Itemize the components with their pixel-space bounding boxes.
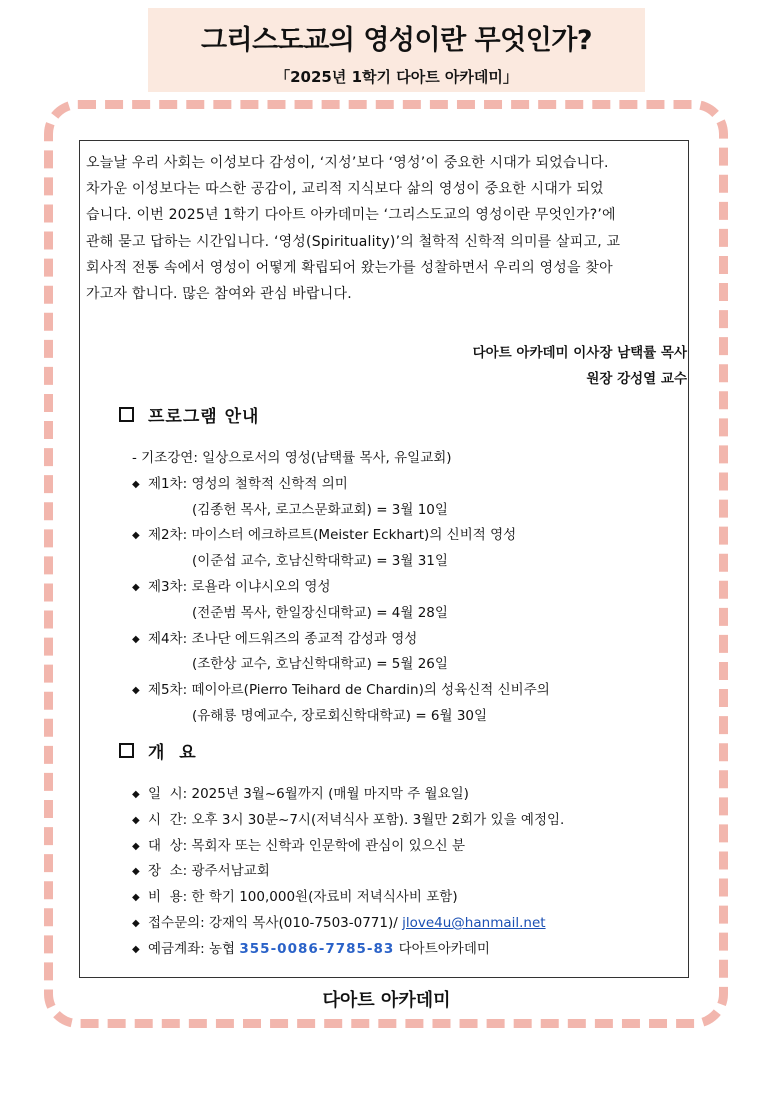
program-heading [119, 402, 259, 427]
document-title: 그리스도교의 영성이란 무엇인가? [200, 25, 593, 56]
contact-item [132, 911, 682, 937]
intro-line: 가고자 합니다. 많은 참여와 관심 바랍니다. [86, 286, 352, 303]
overview-item [132, 834, 682, 860]
session-title: 제2차: 마이스터 에크하르트(Meister Eckhart)의 신비적 영성 [148, 527, 517, 544]
diamond-bullet-icon: ◆ [132, 581, 140, 593]
program-list [132, 446, 672, 730]
diamond-bullet-icon: ◆ [132, 478, 140, 490]
overview-item-text: 대 상: 목회자 또는 신학과 인문학에 관심이 있으신 분 [148, 837, 466, 854]
session-item [132, 678, 672, 704]
diamond-bullet-icon: ◆ [132, 943, 140, 955]
session-detail: (전준범 목사, 한일장신대학교) = 4월 28일 [192, 604, 448, 621]
signature-director: 원장 강성열 교수 [586, 371, 687, 387]
diamond-bullet-icon: ◆ [132, 814, 140, 826]
session-detail: (조한상 교수, 호남신학대학교) = 5월 26일 [192, 656, 448, 673]
diamond-bullet-icon: ◆ [132, 917, 140, 929]
overview-item [132, 885, 682, 911]
account-number: 355-0086-7785-83 [239, 940, 395, 957]
intro-line: 차가운 이성보다는 따스한 공감이, 교리적 지식보다 삶의 영성이 중요한 시대가 되었 [86, 181, 604, 198]
overview-item [132, 782, 682, 808]
diamond-bullet-icon: ◆ [132, 633, 140, 645]
keynote-item: - 기조강연: 일상으로서의 영성(남택률 목사, 유일교회) [132, 450, 452, 466]
session-item [132, 523, 672, 549]
overview-item-text: 비 용: 한 학기 100,000원(자료비 저녁식사비 포함) [148, 889, 458, 906]
session-detail: (유해룡 명예교수, 장로회신학대학교) = 6월 30일 [192, 707, 488, 724]
signature-chairman: 다아트 아카데미 이사장 남택률 목사 [472, 345, 687, 361]
diamond-bullet-icon: ◆ [132, 866, 140, 878]
checkbox-square-icon [119, 743, 134, 758]
program-heading-label: 프로그램 안내 [148, 407, 260, 427]
diamond-bullet-icon: ◆ [132, 789, 140, 800]
session-item [132, 472, 672, 498]
session-title: 제4차: 조나단 에드워즈의 종교적 감성과 영성 [148, 630, 418, 647]
session-item [132, 627, 672, 653]
diamond-bullet-icon: ◆ [132, 892, 140, 904]
title-banner [148, 8, 645, 92]
overview-item [132, 859, 682, 885]
overview-heading [119, 738, 197, 763]
overview-item [132, 808, 682, 834]
intro-line: 오늘날 우리 사회는 이성보다 감성이, ‘지성’보다 ‘영성’이 중요한 시대가 되었습니다. [86, 155, 609, 171]
session-title: 제3차: 로욜라 이냐시오의 영성 [148, 578, 331, 595]
diamond-bullet-icon: ◆ [132, 840, 140, 852]
diamond-bullet-icon: ◆ [132, 685, 140, 697]
session-detail: (이준섭 교수, 호남신학대학교) = 3월 31일 [192, 553, 448, 570]
intro-line: 습니다. 이번 2025년 1학기 다아트 아카데미는 ‘그리스도교의 영성이란 무엇인가?’에 [86, 207, 616, 224]
account-label: 예금계좌: 농협 [148, 940, 240, 957]
overview-list [132, 782, 682, 963]
overview-item-text: 시 간: 오후 3시 30분~7시(저녁식사 포함). 3월만 2회가 있을 예정임. [148, 811, 565, 828]
checkbox-square-icon [119, 407, 134, 422]
session-title: 제1차: 영성의 철학적 신학적 의미 [148, 475, 348, 492]
session-title: 제5차: 떼이아르(Pierro Teihard de Chardin)의 성육신적 신비주의 [148, 682, 550, 699]
document-subtitle: 「2025년 1학기 다아트 아카데미」 [275, 68, 518, 86]
intro-line: 관해 묻고 답하는 시간입니다. ‘영성(Spirituality)’의 철학적 신학적 의미를 살피고, 교 [86, 233, 621, 250]
overview-heading-label: 개 요 [148, 743, 197, 763]
footer-organization: 다아트 아카데미 [322, 990, 451, 1011]
account-item [132, 937, 682, 963]
overview-item-text: 일 시: 2025년 3월~6월까지 (매월 마지막 주 월요일) [148, 786, 469, 802]
intro-paragraph [86, 150, 684, 307]
contact-label: 접수문의: 강재익 목사(010-7503-0771)/ [148, 914, 403, 931]
diamond-bullet-icon: ◆ [132, 530, 140, 542]
session-detail: (김종헌 목사, 로고스문화교회) = 3월 10일 [192, 501, 448, 518]
intro-line: 회사적 전통 속에서 영성이 어떻게 확립되어 왔는가를 성찰하면서 우리의 영성을 찾아 [86, 259, 613, 276]
email-link[interactable]: jlove4u@hanmail.net [402, 914, 546, 931]
account-holder: 다아트아카데미 [394, 940, 490, 957]
session-item [132, 575, 672, 601]
overview-item-text: 장 소: 광주서남교회 [148, 863, 270, 880]
